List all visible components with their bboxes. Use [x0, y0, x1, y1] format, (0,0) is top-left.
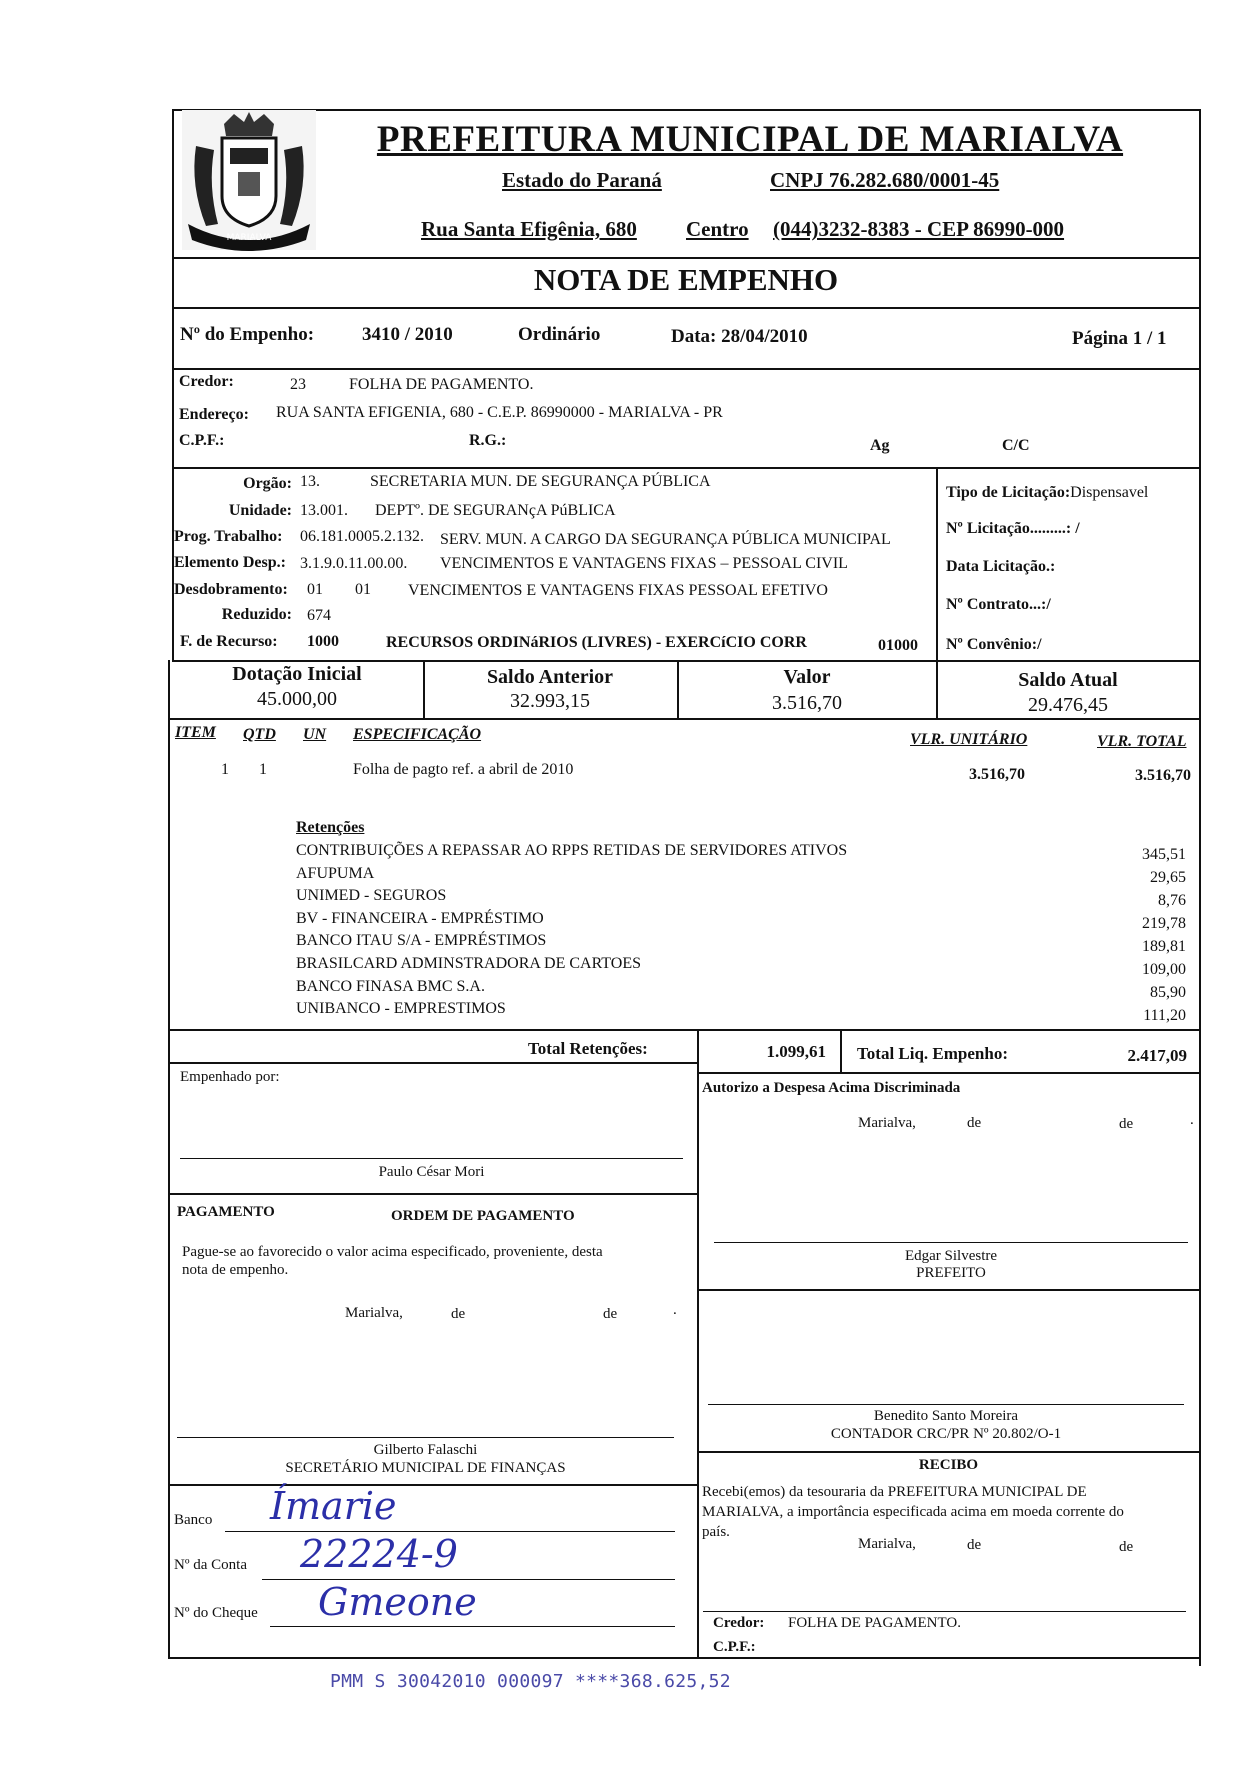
svg-text:MARIALVA: MARIALVA: [226, 233, 272, 243]
recibo-sign-line: [703, 1611, 1186, 1612]
title-divider: [172, 307, 1200, 309]
retencao-label: BANCO FINASA BMC S.A.: [296, 978, 485, 995]
recurso-code: 1000: [307, 633, 339, 650]
elemento-name: VENCIMENTOS E VANTAGENS FIXAS – PESSOAL CIVIL: [440, 555, 848, 572]
secretario-sign-line: [177, 1437, 674, 1438]
prefeito-divider: [697, 1289, 1200, 1291]
frame-left: [172, 109, 174, 257]
secretario-role: SECRETÁRIO MUNICIPAL DE FINANÇAS: [285, 1460, 566, 1476]
orgao-name: SECRETARIA MUN. DE SEGURANÇA PÚBLICA: [370, 473, 711, 490]
item-qtd: 1: [259, 761, 267, 778]
dotacao-label: Dotação Inicial: [232, 663, 362, 685]
cheque-handwriting: Gmeone: [318, 1580, 477, 1624]
banco-label: Banco: [174, 1512, 213, 1528]
unidade-label: Unidade:: [228, 502, 292, 519]
mid-divider: [697, 1072, 699, 1657]
totals-divider: [168, 1062, 697, 1064]
budget-divider: [172, 660, 1200, 662]
cc-label: C/C: [1002, 437, 1030, 454]
retencoes-title: Retenções: [296, 819, 365, 836]
state-label: Estado do Paraná: [502, 168, 662, 192]
valor-label: Valor: [783, 666, 831, 688]
desdobramento-label: Desdobramento:: [174, 581, 288, 598]
recibo-credor: FOLHA DE PAGAMENTO.: [788, 1615, 961, 1631]
contador-name: Benedito Santo Moreira: [873, 1408, 1019, 1424]
item-spec: Folha de pagto ref. a abril de 2010: [353, 761, 574, 778]
municipal-seal: [178, 106, 320, 254]
empenhado-name: Paulo César Mori: [378, 1164, 485, 1180]
retencao-value: 85,90: [1150, 984, 1186, 1001]
footer-stamp: PMM S 30042010 000097 ****368.625,52: [330, 1671, 731, 1692]
desdobramento-code1: 01: [307, 581, 323, 598]
pagamento-city: Marialva,: [345, 1305, 403, 1321]
doc-title: NOTA DE EMPENHO: [533, 262, 839, 297]
credor-divider: [172, 467, 1200, 469]
retencao-value: 219,78: [1142, 915, 1186, 932]
saldo-anterior-value: 32.993,15: [510, 690, 590, 712]
licitacao-numero: Nº Licitação.........: /: [946, 520, 1080, 537]
empenho-divider: [172, 368, 1200, 370]
total-liq: 2.417,09: [1127, 1046, 1187, 1065]
autorizo-dot: .: [1190, 1112, 1194, 1128]
cheque-line: [270, 1626, 675, 1627]
page-number: Página 1 / 1: [1072, 328, 1167, 349]
empenho-type: Ordinário: [518, 324, 601, 345]
credor-address: RUA SANTA EFIGENIA, 680 - C.E.P. 86990000 - MARIALVA - PR: [276, 404, 723, 421]
secretario-name: Gilberto Falaschi: [373, 1442, 478, 1458]
conta-handwriting: 22224-9: [300, 1532, 458, 1576]
empenho-number: 3410 / 2010: [362, 324, 453, 345]
elemento-code: 3.1.9.0.11.00.00.: [300, 555, 408, 572]
contador-role: CONTADOR CRC/PR Nº 20.802/O-1: [830, 1426, 1062, 1442]
saldo-atual-value: 29.476,45: [1028, 694, 1108, 716]
autorizo-city: Marialva,: [858, 1115, 916, 1131]
conta-label: Nº da Conta: [174, 1557, 247, 1573]
retencao-value: 29,65: [1150, 869, 1186, 886]
pagamento-de2: de: [603, 1306, 618, 1322]
ret-total-div-2: [840, 1029, 842, 1073]
recibo-cpf-label: C.P.F.:: [713, 1639, 756, 1655]
prefeito-role: PREFEITO: [916, 1265, 986, 1281]
phone-cep-label: (044)3232-8383 - CEP 86990-000: [773, 217, 1065, 241]
pagamento-dot: .: [673, 1302, 677, 1318]
total-liq-label: Total Liq. Empenho:: [857, 1044, 1008, 1063]
convenio-number: Nº Convênio:/: [946, 636, 1042, 653]
frame-bottom: [168, 1657, 1200, 1659]
totals-divider-right: [697, 1072, 1200, 1074]
frame-top: [172, 109, 1200, 111]
frame-left-lower: [168, 660, 170, 1658]
contador-divider: [697, 1451, 1200, 1453]
pagamento-de1: de: [451, 1306, 466, 1322]
orgao-code: 13.: [300, 473, 320, 490]
item-number: 1: [221, 761, 229, 778]
pagamento-text2: nota de empenho.: [182, 1262, 289, 1278]
items-divider: [168, 1029, 1200, 1031]
col-unit-price: VLR. UNITÁRIO: [910, 731, 1028, 748]
retencao-label: BANCO ITAU S/A - EMPRÉSTIMOS: [296, 932, 547, 949]
retencao-value: 8,76: [1158, 892, 1186, 909]
licitacao-tipo: Tipo de Licitação:Dispensavel: [946, 484, 1149, 501]
pagamento-divider: [168, 1193, 697, 1195]
prog-name: SERV. MUN. A CARGO DA SEGURANÇA PÚBLICA MUNICIPAL: [440, 531, 891, 548]
retencao-value: 109,00: [1142, 961, 1186, 978]
recibo-city: Marialva,: [858, 1536, 916, 1552]
retencao-label: UNIMED - SEGUROS: [296, 887, 447, 904]
frame-right: [1199, 109, 1201, 1666]
pagamento-label: PAGAMENTO: [177, 1204, 275, 1220]
col-item: ITEM: [175, 724, 216, 741]
recibo-text1: Recebi(emos) da tesouraria da PREFEITURA MUNICIPAL DE: [702, 1484, 1087, 1500]
unidade-code: 13.001.: [300, 502, 348, 519]
recibo-label: RECIBO: [918, 1457, 979, 1473]
district-label: Centro: [686, 217, 749, 241]
saldos-divider: [168, 718, 1200, 720]
cpf-label: C.P.F.:: [179, 432, 225, 449]
rg-label: R.G.:: [469, 432, 507, 449]
autorizo-de1: de: [967, 1115, 982, 1131]
licitacao-divider: [936, 467, 938, 660]
pagamento-text1: Pague-se ao favorecido o valor acima especificado, proveniente, desta: [182, 1244, 603, 1260]
total-retencoes: 1.099,61: [766, 1042, 826, 1061]
prog-label: Prog. Trabalho:: [174, 528, 283, 545]
credor-name: FOLHA DE PAGAMENTO.: [349, 376, 534, 393]
retencao-label: AFUPUMA: [296, 865, 375, 882]
col-spec: ESPECIFICAÇÃO: [353, 726, 482, 743]
col-un: UN: [303, 726, 327, 743]
recibo-text3: país.: [702, 1524, 730, 1540]
recibo-de2: de: [1119, 1539, 1134, 1555]
col-total: VLR. TOTAL: [1097, 733, 1187, 750]
ret-total-div-1: [697, 1029, 699, 1073]
autorizo-label: Autorizo a Despesa Acima Discriminada: [702, 1080, 961, 1096]
orgao-label: Orgão:: [243, 475, 292, 492]
recurso-label: F. de Recurso:: [180, 633, 278, 650]
recurso-name: RECURSOS ORDINáRIOS (LIVRES) - EXERCíCIO CORR: [386, 634, 807, 651]
retencao-value: 111,20: [1143, 1007, 1186, 1024]
retencao-value: 345,51: [1142, 846, 1186, 863]
empenhado-label: Empenhado por:: [180, 1069, 280, 1085]
page-title: PREFEITURA MUNICIPAL DE MARIALVA: [376, 119, 1124, 160]
frame-left-main: [172, 256, 174, 661]
retencao-label: UNIBANCO - EMPRESTIMOS: [296, 1000, 506, 1017]
desdobramento-name: VENCIMENTOS E VANTAGENS FIXAS PESSOAL EFETIVO: [408, 582, 828, 599]
prefeito-name: Edgar Silvestre: [904, 1248, 998, 1264]
recibo-de1: de: [967, 1537, 982, 1553]
retencao-label: BV - FINANCEIRA - EMPRÉSTIMO: [296, 910, 544, 927]
desdobramento-code2: 01: [355, 581, 371, 598]
retencao-label: CONTRIBUIÇÕES A REPASSAR AO RPPS RETIDAS DE SERVIDORES ATIVOS: [296, 842, 848, 859]
credor-code: 23: [290, 376, 306, 393]
autorizo-de2: de: [1119, 1116, 1134, 1132]
ag-label: Ag: [870, 437, 890, 454]
retencao-label: BRASILCARD ADMINSTRADORA DE CARTOES: [296, 955, 642, 972]
saldo-atual-label: Saldo Atual: [1018, 669, 1118, 691]
empenhado-sign-line: [180, 1158, 683, 1159]
col-qtd: QTD: [243, 726, 276, 743]
empenho-date: Data: 28/04/2010: [671, 326, 808, 347]
address-field-label: Endereço:: [179, 406, 249, 423]
banco-divider: [168, 1484, 697, 1486]
dotacao-value: 45.000,00: [257, 688, 337, 710]
saldo-anterior-label: Saldo Anterior: [486, 666, 614, 688]
recibo-text2: MARIALVA, a importância especificada acima em moeda corrente do: [702, 1504, 1124, 1520]
recurso-number: 01000: [878, 637, 918, 654]
empenho-number-label: Nº do Empenho:: [180, 324, 315, 345]
elemento-label: Elemento Desp.:: [174, 554, 286, 571]
retencao-value: 189,81: [1142, 938, 1186, 955]
reduzido-value: 674: [307, 607, 331, 624]
address-label: Rua Santa Efigênia, 680: [421, 217, 637, 241]
banco-handwriting: Ímarie: [270, 1484, 397, 1528]
unidade-name: DEPTº. DE SEGURANçA PúBLICA: [375, 502, 616, 519]
contrato-number: Nº Contrato...:/: [946, 596, 1051, 613]
ordem-label: ORDEM DE PAGAMENTO: [391, 1208, 575, 1224]
licitacao-data: Data Licitação.:: [946, 558, 1056, 575]
item-unit-price: 3.516,70: [969, 766, 1025, 783]
contador-sign-line: [708, 1404, 1184, 1405]
reduzido-label: Reduzido:: [221, 606, 292, 623]
credor-label: Credor:: [179, 373, 234, 390]
cheque-label: Nº do Cheque: [174, 1605, 258, 1621]
item-total: 3.516,70: [1135, 767, 1191, 784]
cnpj-label: CNPJ 76.282.680/0001-45: [770, 168, 1000, 192]
recibo-credor-label: Credor:: [713, 1615, 765, 1631]
header-divider: [172, 257, 1200, 259]
total-retencoes-label: Total Retenções:: [528, 1039, 648, 1058]
prefeito-sign-line: [714, 1242, 1188, 1243]
prog-code: 06.181.0005.2.132.: [300, 528, 424, 545]
valor-value: 3.516,70: [772, 692, 842, 714]
